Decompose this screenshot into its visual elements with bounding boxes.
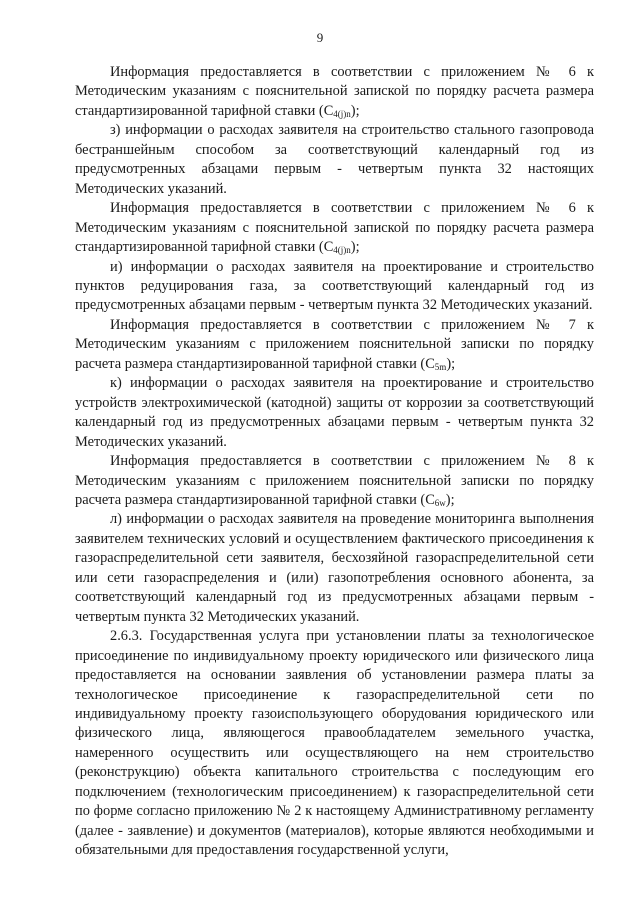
paragraph-info-appendix-6-b — [75, 199, 594, 257]
paragraph-tail: ); — [350, 102, 360, 119]
document-body — [75, 63, 594, 861]
paragraph-tail: ); — [446, 355, 456, 372]
page-number: 9 — [316, 30, 324, 45]
paragraph-tail: ); — [445, 491, 455, 508]
paragraph-info-appendix-7 — [75, 316, 594, 374]
paragraph-info-appendix-6-a — [75, 63, 594, 121]
paragraph-text: Информация предоставляется в соответствии с приложением № 6 к Методическим указаниям с пояснительной запиской по порядку расчета размера стандартизированной тарифной ставки (С — [75, 64, 594, 119]
paragraph-item-l: л) информации о расходах заявителя на проведение мониторинга выполнения заявителем технических условий и осуществлением фактического присоединения к газораспределительной сети заявителя, бесхозяйной газораспределительной сети или сети газораспределения и (или) газопотребления основного абонента, за соответствующий календарный год из предусмотренных абзацами первым - четвертым пункта 32 Методических указаний. — [75, 511, 594, 625]
paragraph-item-k: к) информации о расходах заявителя на проектирование и строительство устройств электрохимической (катодной) защиты от коррозии за соответствующий календарный год из предусмотренных абзацами первым - четвертым пункта 32 Методических указаний. — [75, 375, 594, 450]
paragraph-text: Информация предоставляется в соответствии с приложением № 7 к Методическим указаниям с приложением пояснительной записки по порядку расчета размера стандартизированной тарифной ставки (С — [75, 316, 594, 372]
rate-subscript: 4(j)n — [333, 108, 351, 119]
paragraph-tail: ); — [350, 239, 360, 256]
rate-subscript: 5m — [434, 361, 447, 372]
paragraph-section-2-6-3: 2.6.3. Государственная услуга при установлении платы за технологическое присоединение по индивидуальному проекту юридического или физического лица предоставляется на основании заявления об установлении размера платы за технологическое присоединение к газораспределительной сети по индивидуальному проекту газоиспользующего оборудования юридического или физического лица, являющегося правообладателем земельного участка, намеренного осуществить или осуществляющего на нем строительство (реконструкцию) объекта капитального строительства с последующим его подключением (технологическим присоединением) к газораспределительной сети по форме согласно приложению № 2 к настоящему Административному регламенту (далее - заявление) и документов (материалов), которые являются необходимыми и обязательными для предоставления государственной услуги, — [75, 628, 594, 859]
paragraph-text: Информация предоставляется в соответствии с приложением № 8 к Методическим указаниям с приложением пояснительной записки по порядку расчета размера стандартизированной тарифной ставки (С — [75, 453, 594, 508]
paragraph-text: Информация предоставляется в соответствии с приложением № 6 к Методическим указаниям с пояснительной запиской по порядку расчета размера стандартизированной тарифной ставки (С — [75, 200, 594, 256]
paragraph-info-appendix-8 — [75, 452, 594, 510]
rate-subscript: 6w — [434, 497, 446, 508]
rate-subscript: 4(j)n — [333, 245, 351, 256]
paragraph-item-z: з) информации о расходах заявителя на строительство стального газопровода бестраншейным способом за соответствующий календарный год из предусмотренных абзацами первым - четвертым пункта 32 настоящих Методических указаний. — [75, 122, 594, 197]
paragraph-item-i: и) информации о расходах заявителя на проектирование и строительство пунктов редуцирования газа, за соответствующий календарный год из предусмотренных абзацами первым - четвертым пункта 32 Методических указаний. — [75, 258, 594, 314]
